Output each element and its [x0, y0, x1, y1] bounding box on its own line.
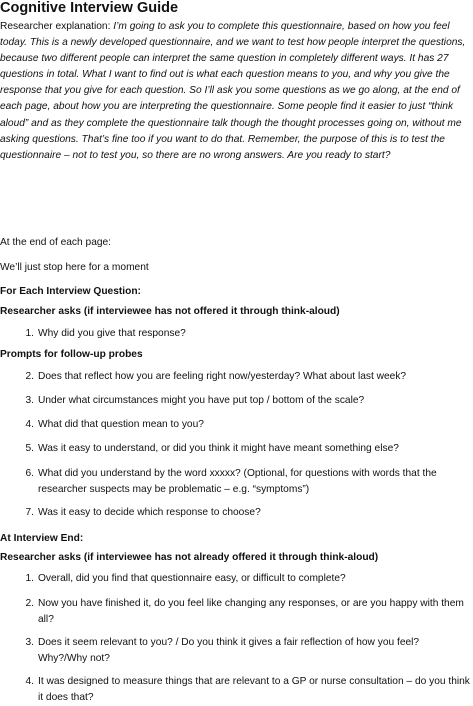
item-text: Under what circumstances might you have put top / bottom of the scale?: [38, 395, 365, 406]
researcher-asks-heading: Researcher asks (if interviewee has not offered it through think-aloud): [0, 306, 340, 317]
item-text: It was designed to measure things that are relevant to a GP or nurse consultation – do you think it does that?: [38, 676, 470, 703]
end-of-page-label: At the end of each page:: [0, 237, 112, 248]
each-question-heading: For Each Interview Question:: [0, 286, 141, 297]
item-text: Overall, did you find that questionnaire easy, or difficult to complete?: [38, 573, 346, 584]
item-text: What did you understand by the word xxxxx? (Optional, for questions with words that the researcher suspects may be problematic – e.g. “symptoms”): [38, 468, 437, 495]
item-number: 6.: [25, 468, 34, 479]
item-number: 4.: [25, 419, 34, 430]
researcher-explanation: [0, 19, 470, 164]
item-text: Was it easy to decide which response to choose?: [38, 507, 261, 518]
item-number: 3.: [25, 637, 34, 648]
item-text: What did that question mean to you?: [38, 419, 204, 430]
item-number: 4.: [25, 676, 34, 687]
item-text: Now you have finished it, do you feel like changing any responses, or are you happy with them all?: [38, 598, 464, 625]
intro-label: Researcher explanation:: [0, 21, 111, 32]
prompts-heading: Prompts for follow-up probes: [0, 349, 143, 360]
item-text: Does it seem relevant to you? / Do you think it gives a fair reflection of how you feel? Why?/Why not?: [38, 637, 420, 664]
item-number: 2.: [25, 598, 34, 609]
item-number: 3.: [25, 395, 34, 406]
item-number: 1.: [25, 573, 34, 584]
stop-here-text: We’ll just stop here for a moment: [0, 262, 149, 273]
intro-text: I’m going to ask you to complete this questionnaire, based on how you feel today. This is a newly developed questionnaire, and we want to test how people interpret the questions, because two different people can interpret the same question in completely different ways. It has 27 questions in total. What I want to find out is what each question means to you, and why you give the response that you give for each question. So I’ll ask you some questions as we go along, at the end of each page, about how you are interpreting the questionnaire. Some people find it easier to just “think aloud” and as they complete the questionnaire talk though the thought processes going on, without me asking questions. That’s fine too if you want to do that. Remember, the purpose of this is to test the questionnaire – not to test you, so there are no wrong answers. Are you ready to start?: [0, 21, 466, 161]
interview-end-heading: At Interview End:: [0, 533, 84, 544]
item-number: 1.: [25, 328, 34, 339]
researcher-asks-end-heading: Researcher asks (if interviewee has not already offered it through think-aloud): [0, 552, 379, 563]
item-number: 7.: [25, 507, 34, 518]
item-text: Was it easy to understand, or did you think it might have meant something else?: [38, 443, 399, 454]
item-text: Does that reflect how you are feeling right now/yesterday? What about last week?: [38, 371, 407, 382]
item-text: Why did you give that response?: [38, 328, 186, 339]
item-number: 5.: [25, 443, 34, 454]
item-number: 2.: [25, 371, 34, 382]
page-title: Cognitive Interview Guide: [0, 0, 179, 16]
